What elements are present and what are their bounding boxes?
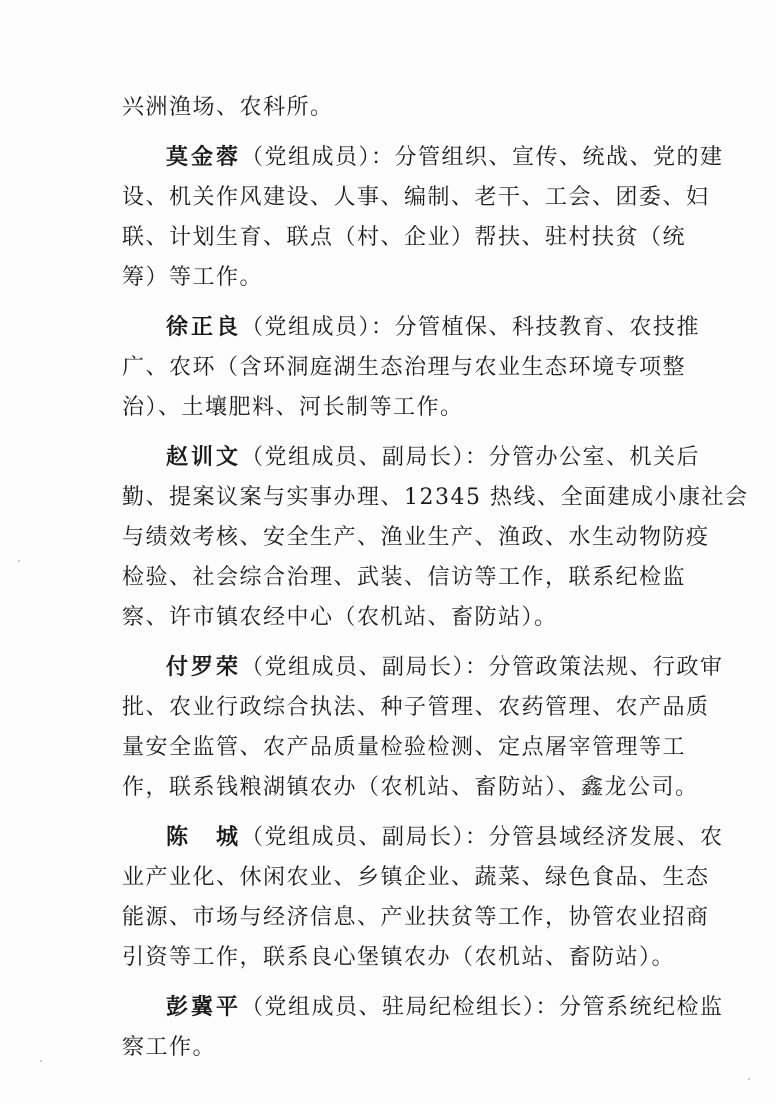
text-line: 能源、市场与经济信息、产业扶贫等工作，协管农业招商 [122, 905, 710, 930]
scan-speck [40, 1060, 42, 1062]
text-line: 勤、提案议案与实事办理、12345 热线、全面建成小康社会 [122, 485, 749, 510]
text-line: 与绩效考核、安全生产、渔业生产、渔政、水生动物防疫 [122, 525, 710, 550]
text-span: （党组成员、副局长）：分管县域经济发展、农 [241, 825, 724, 850]
paragraph-first-line [122, 818, 724, 858]
text-line: 联、计划生育、联点（村、企业）帮扶、驻村扶贫（统 [122, 225, 687, 250]
person-name: 付罗荣 [166, 655, 242, 680]
text-line: 察、许市镇农经中心（农机站、畜防站）。 [122, 605, 558, 630]
text-line: 察工作。 [122, 1035, 217, 1060]
text-line: 量安全监管、农产品质量检验检测、定点屠宰管理等工 [122, 735, 687, 760]
person-name: 陈 城 [166, 825, 242, 850]
text-line: 作，联系钱粮湖镇农办（农机站、畜防站）、鑫龙公司。 [122, 775, 699, 800]
text-span: （党组成员、驻局纪检组长）：分管系统纪检监 [241, 995, 724, 1020]
text-line: 广、农环（含环洞庭湖生态治理与农业生态环境专项整 [122, 355, 687, 380]
text-span: （党组成员、副局长）：分管政策法规、行政审 [241, 655, 724, 680]
text-line: 引资等工作，联系良心堡镇农办（农机站、畜防站）。 [122, 945, 676, 970]
person-name: 赵训文 [166, 445, 242, 470]
scan-speck [18, 560, 20, 562]
paragraph-first-line [122, 438, 701, 478]
text-line: 设、机关作风建设、人事、编制、老干、工会、团委、妇 [122, 185, 710, 210]
text-line: 筹）等工作。 [122, 265, 264, 290]
scan-speck [748, 1078, 750, 1080]
paragraph-first-line [122, 138, 724, 178]
text-line: 检验、社会综合治理、武装、信访等工作，联系纪检监 [122, 565, 687, 590]
paragraph-first-line [122, 308, 701, 348]
text-span: （党组成员）：分管组织、宣传、统战、党的建 [241, 145, 724, 170]
text-span: （党组成员、副局长）：分管办公室、机关后 [241, 445, 701, 470]
text-span: （党组成员）：分管植保、科技教育、农技推 [241, 315, 701, 340]
text-line: 治）、土壤肥料、河长制等工作。 [122, 395, 464, 420]
paragraph-first-line [122, 648, 724, 688]
person-name: 徐正良 [166, 315, 242, 340]
paragraph-first-line [122, 988, 724, 1028]
text-line: 兴洲渔场、农科所。 [122, 95, 334, 120]
person-name: 莫金蓉 [166, 145, 242, 170]
text-line: 业产业化、休闲农业、乡镇企业、蔬菜、绿色食品、生态 [122, 865, 710, 890]
person-name: 彭冀平 [166, 995, 242, 1020]
text-line: 批、农业行政综合执法、种子管理、农药管理、农产品质 [122, 695, 710, 720]
